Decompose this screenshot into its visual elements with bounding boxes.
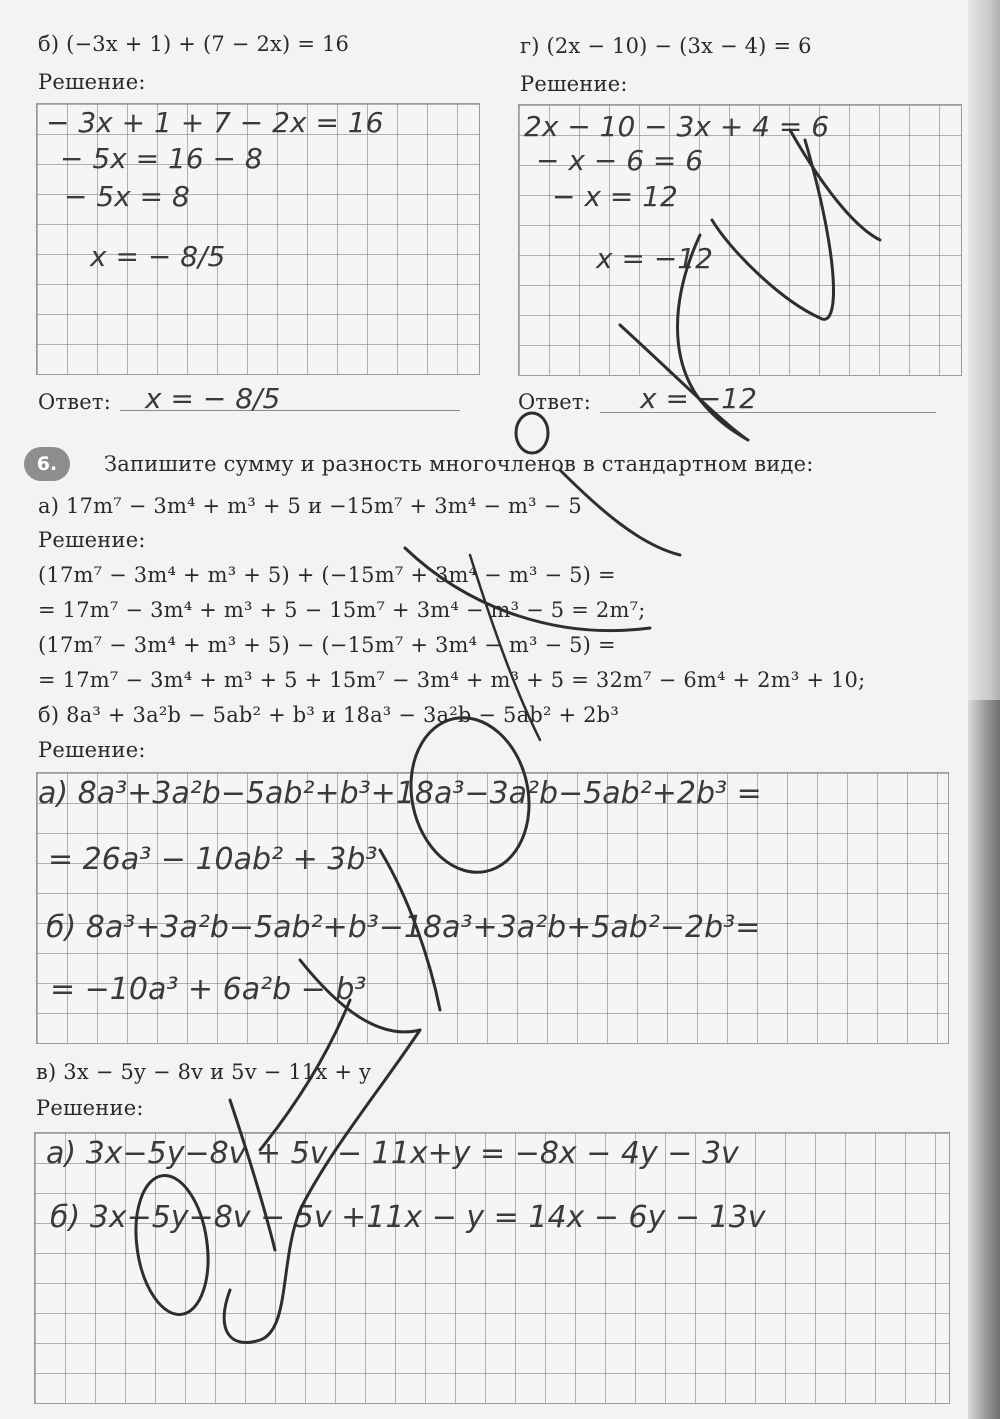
task6a-statement: а) 17m⁷ − 3m⁴ + m³ + 5 и −15m⁷ + 3m⁴ − m³ − 5 (38, 494, 582, 518)
scribble-letter-o-mid (397, 707, 543, 884)
task-b-solution-label: Решение: (38, 70, 146, 94)
scribble-diag-2 (560, 470, 680, 555)
task-b-line-2: − 5x = 16 − 8 (60, 142, 263, 175)
task-g-answer-label: Ответ: (518, 390, 591, 414)
task6b-line-4: = −10a³ + 6a²b − b³ (50, 972, 367, 1007)
task-g-line-3: − x = 12 (552, 180, 678, 213)
task6a-line-1: (17m⁷ − 3m⁴ + m³ + 5) + (−15m⁷ + 3m⁴ − m³ − 5) = (38, 563, 616, 587)
scribble-h-3 (260, 1000, 350, 1150)
task-b-line-1: − 3x + 1 + 7 − 2x = 16 (46, 106, 384, 139)
scribble-diag-3 (405, 548, 650, 631)
scribble-diag-1 (620, 325, 745, 438)
task6a-line-2: = 17m⁷ − 3m⁴ + m³ + 5 − 15m⁷ + 3m⁴ − m³ − 5 = 2m⁷; (38, 598, 646, 622)
task-b-line-4: x = − 8/5 (90, 240, 226, 273)
task-g-solution-label: Решение: (520, 72, 628, 96)
task-g-answer: x = −12 (640, 382, 757, 415)
task6v-statement: в) 3x − 5y − 8v и 5v − 11x + y (36, 1060, 372, 1084)
task6a-solution-label: Решение: (38, 528, 146, 552)
task6a-line-4: = 17m⁷ − 3m⁴ + m³ + 5 + 15m⁷ − 3m⁴ + m³ + 5 = 32m⁷ − 6m⁴ + 2m³ + 10; (38, 668, 866, 692)
task6b-line-2: = 26a³ − 10ab² + 3b³ (48, 842, 378, 877)
task-b-answer: x = − 8/5 (145, 382, 281, 415)
scribble-v-mark (790, 130, 880, 240)
task6b-solution-label: Решение: (38, 738, 146, 762)
task6b-line-1: а) 8a³+3a²b−5ab²+b³+18a³−3a²b−5ab²+2b³ = (38, 776, 762, 811)
task-g-statement: г) (2x − 10) − (3x − 4) = 6 (520, 34, 812, 58)
scribble-letter-o-bottom (128, 1171, 217, 1319)
task-b-line-3: − 5x = 8 (64, 180, 190, 213)
task6v-line-2: б) 3x−5y−8v − 5v +11x − y = 14x − 6y − 13v (50, 1200, 766, 1235)
scribble-h-1 (380, 850, 440, 1010)
task6a-line-3: (17m⁷ − 3m⁴ + m³ + 5) − (−15m⁷ + 3m⁴ − m³ − 5) = (38, 633, 616, 657)
task-b-answer-label: Ответ: (38, 390, 111, 414)
scribble-curve-c (224, 1030, 420, 1343)
task-g-line-4: x = −12 (596, 242, 713, 275)
task6b-statement: б) 8a³ + 3a²b − 5ab² + b³ и 18a³ − 3a²b − 5ab² + 2b³ (38, 703, 619, 727)
scribble-letter-o-small (516, 413, 548, 453)
task-b-statement: б) (−3x + 1) + (7 − 2x) = 16 (38, 32, 350, 56)
task-g-line-1: 2x − 10 − 3x + 4 = 6 (524, 110, 830, 143)
task6v-line-1: а) 3x−5y−8v + 5v − 11x+y = −8x − 4y − 3v (46, 1136, 739, 1171)
scribble-loop-top (712, 140, 834, 319)
scribble-diag-4 (470, 555, 540, 740)
task-g-line-2: − x − 6 = 6 (536, 144, 704, 177)
scribble-long-2 (230, 1100, 275, 1250)
task6b-line-3: б) 8a³+3a²b−5ab²+b³−18a³+3a²b+5ab²−2b³= (46, 910, 761, 945)
task6v-solution-label: Решение: (36, 1096, 144, 1120)
task6-instruction: Запишите сумму и разность многочленов в стандартном виде: (104, 452, 814, 476)
scribble-h-2 (300, 960, 420, 1032)
task-number-badge: 6. (24, 447, 70, 481)
